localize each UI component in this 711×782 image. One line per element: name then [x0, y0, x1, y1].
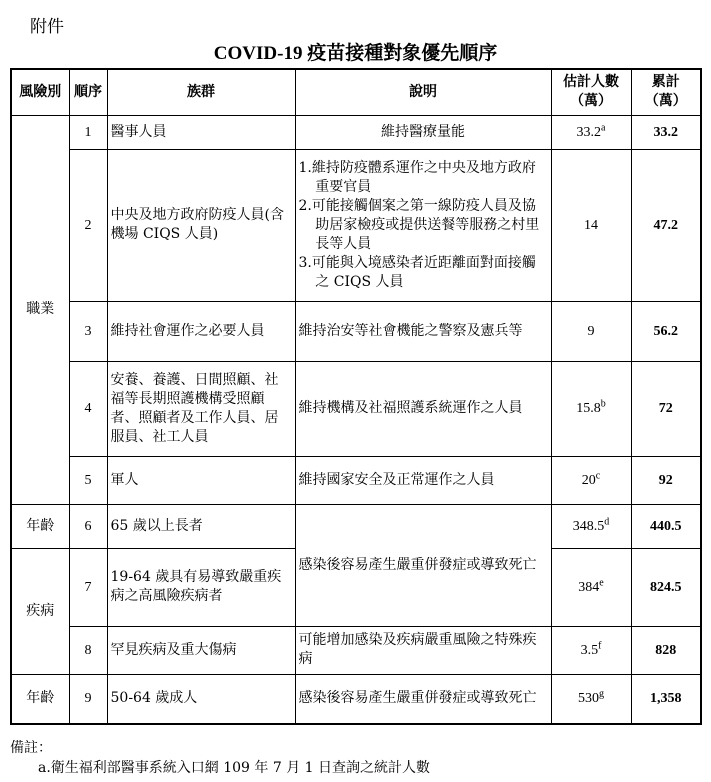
- order-cell: 2: [69, 149, 107, 301]
- estimate-cell: 33.2$^a$: [551, 115, 631, 149]
- cumulative-cell: 92: [631, 456, 701, 504]
- desc-item: 2.可能接觸個案之第一線防疫人員及協助居家檢疫或提供送餐等服務之村里長等人員: [298, 197, 540, 252]
- table-row: [11, 361, 701, 456]
- cumulative-cell: 828: [631, 626, 701, 674]
- cumulative-cell: 72: [631, 361, 701, 456]
- desc-cell: 感染後容易產生嚴重併發症或導致死亡: [295, 504, 551, 626]
- desc-cell: 維持國家安全及正常運作之人員: [295, 456, 551, 504]
- estimate-cell: 348.5$^d$: [551, 504, 631, 548]
- table-row: [11, 115, 701, 149]
- desc-cell: 感染後容易產生嚴重併發症或導致死亡: [295, 674, 551, 724]
- estimate-cell: 9: [551, 301, 631, 361]
- header-risk: 風險別: [11, 69, 69, 115]
- group-cell: 軍人: [107, 456, 295, 504]
- group-cell: 中央及地方政府防疫人員(含機場 CIQS 人員): [107, 149, 295, 301]
- risk-age-2: 年齡: [11, 674, 69, 724]
- header-order: 順序: [69, 69, 107, 115]
- order-cell: 6: [69, 504, 107, 548]
- desc-cell: 維持醫療量能: [295, 115, 551, 149]
- document-title: COVID-19 疫苗接種對象優先順序: [213, 43, 498, 64]
- desc-cell: 可能增加感染及疾病嚴重風險之特殊疾病: [295, 626, 551, 674]
- desc-item: 1.維持防疫體系運作之中央及地方政府重要官員: [298, 159, 536, 195]
- header-group: 族群: [107, 69, 295, 115]
- cumulative-cell: 1,358: [631, 674, 701, 724]
- header-row: [11, 69, 701, 115]
- desc-item: 3.可能與入境感染者近距離面對面接觸之 CIQS 人員: [298, 254, 536, 290]
- table-row: [11, 626, 701, 674]
- estimate-cell: 384e: [551, 548, 631, 626]
- group-cell: 安養、養護、日間照顧、社福等長期照護機構受照顧者、照顧者及工作人員、居服員、社工人員: [107, 361, 295, 456]
- header-cumulative: 累計（萬）: [631, 69, 701, 115]
- estimate-cell: 530$^g$: [551, 674, 631, 724]
- estimate-cell: 15.8$^b$: [551, 361, 631, 456]
- estimate-cell: 3.5$^f$: [551, 626, 631, 674]
- order-cell: 3: [69, 301, 107, 361]
- header-desc: 說明: [295, 69, 551, 115]
- order-cell: 9: [69, 674, 107, 724]
- group-cell: 罕見疾病及重大傷病: [107, 626, 295, 674]
- desc-cell: 維持機構及社福照護系統運作之人員: [295, 361, 551, 456]
- desc-cell: 維持治安等社會機能之警察及憲兵等: [295, 301, 551, 361]
- order-cell: 7: [69, 548, 107, 626]
- priority-table: [10, 68, 702, 725]
- order-cell: 1: [69, 115, 107, 149]
- table-row: [11, 149, 701, 301]
- header-estimate: 估計人數（萬）: [551, 69, 631, 115]
- order-cell: 4: [69, 361, 107, 456]
- table-row: [11, 504, 701, 548]
- table-row: [11, 301, 701, 361]
- notes-label: 備註：: [10, 740, 52, 756]
- cumulative-cell: 47.2: [631, 149, 701, 301]
- group-cell: 19-64 歲具有易導致嚴重疾病之高風險疾病者: [107, 548, 295, 626]
- note-a: a.衛生福利部醫事系統入口網 109 年 7 月 1 日查詢之統計人數: [38, 760, 431, 776]
- attachment-label: 附件: [30, 17, 64, 37]
- group-cell: 65 歲以上長者: [107, 504, 295, 548]
- cumulative-cell: 440.5: [631, 504, 701, 548]
- risk-age: 年齡: [11, 504, 69, 548]
- order-cell: 5: [69, 456, 107, 504]
- table-row: [11, 674, 701, 724]
- risk-disease: 疾病: [11, 548, 69, 674]
- order-cell: 8: [69, 626, 107, 674]
- risk-occupation: 職業: [11, 115, 69, 504]
- estimate-cell: 20$^c$: [551, 456, 631, 504]
- group-cell: 醫事人員: [107, 115, 295, 149]
- estimate-cell: 14: [551, 149, 631, 301]
- cumulative-cell: 824.5: [631, 548, 701, 626]
- group-cell: 維持社會運作之必要人員: [107, 301, 295, 361]
- table-row: [11, 456, 701, 504]
- notes-section: [10, 738, 430, 778]
- cumulative-cell: 33.2: [631, 115, 701, 149]
- cumulative-cell: 56.2: [631, 301, 701, 361]
- desc-cell: [295, 149, 551, 301]
- group-cell: 50-64 歲成人: [107, 674, 295, 724]
